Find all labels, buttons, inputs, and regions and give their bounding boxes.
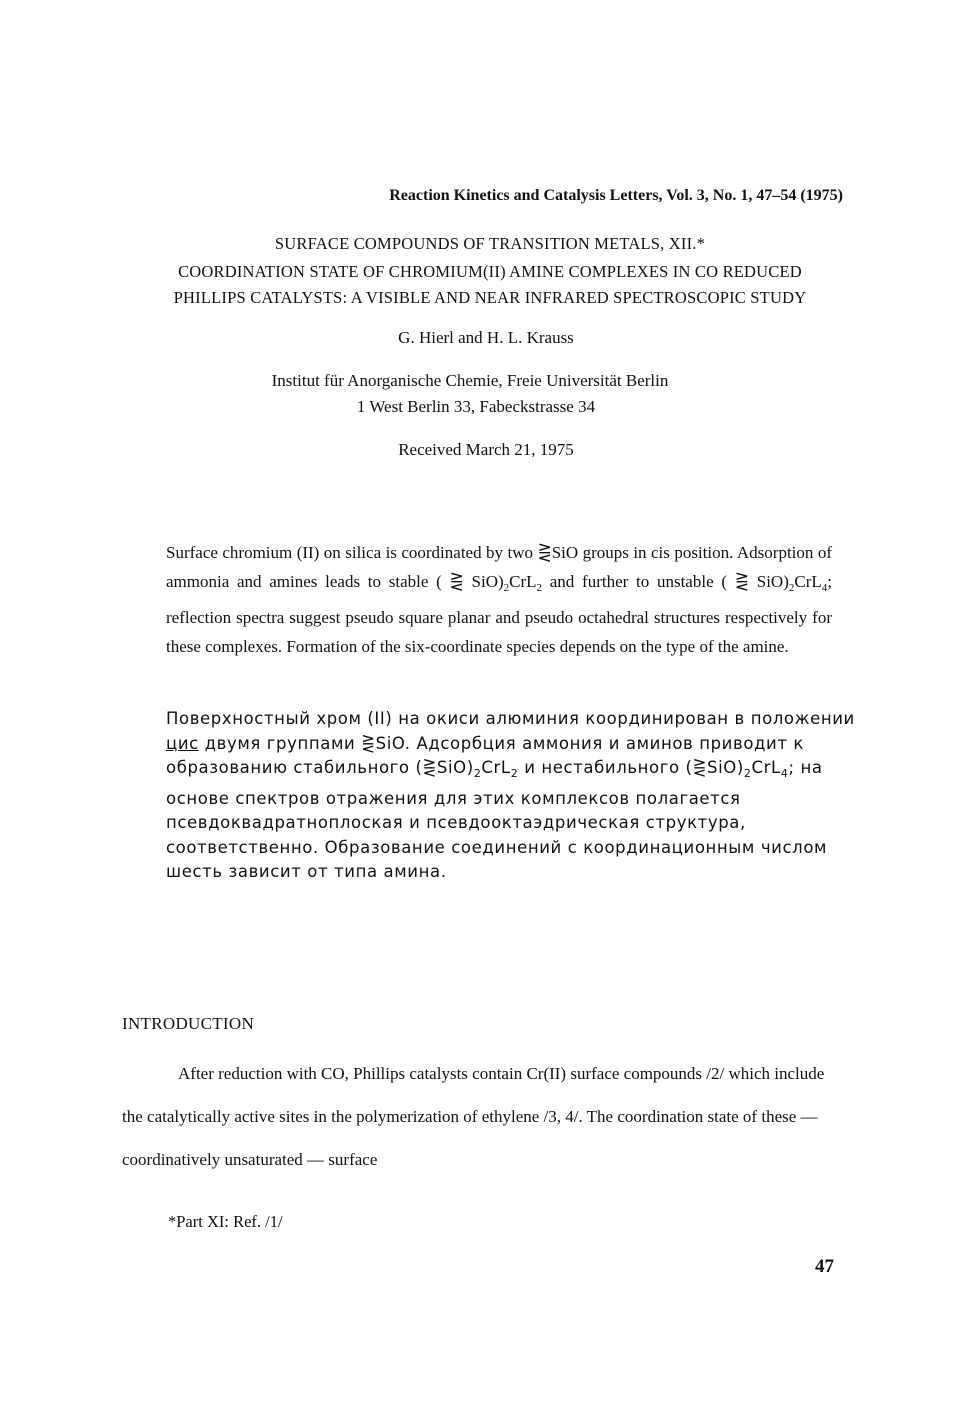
page-number: 47 [815,1256,834,1277]
abstract-ru-part-1: Поверхностный хром (II) на окиси алюминия координирован в положении [166,709,855,728]
formula-2-sub-2: 4 [821,582,828,594]
abstract-en-part-1: Surface chromium (II) on silica is coordinated by two ⋛SiO groups in cis position. Adsorption of ammonia and amines leads to stable ( [166,543,832,591]
formula-2: ⋛ SiO) [727,572,789,591]
abstract-english [166,538,832,661]
ru-formula-1-sub-1: 2 [473,767,482,780]
formula-1-sub-1: 2 [503,582,510,594]
authors: G. Hierl and H. L. Krauss [398,328,574,347]
formula-1: ⋛ SiO) [441,572,504,591]
formula-2-metal: CrL [794,572,822,591]
abstract-en-part-3: ; reflection spectra suggest pseudo square planar and pseudo octahedral structures respectively for these complexes. Formation of the six-coordinate species depends on the type of the amine. [166,572,832,656]
abstract-russian [166,707,858,885]
ru-formula-1-sub-2: 2 [510,767,519,780]
title-line-2: COORDINATION STATE OF CHROMIUM(II) AMINE COMPLEXES IN CO REDUCED [178,262,802,281]
ru-formula-2-metal: CrL [751,758,781,777]
abstract-ru-cis: цис [166,733,199,753]
title-line-3: PHILLIPS CATALYSTS: A VISIBLE AND NEAR INFRARED SPECTROSCOPIC STUDY [173,288,807,307]
abstract-english-text [166,538,832,661]
title-line-1: SURFACE COMPOUNDS OF TRANSITION METALS, XII.* [274,234,706,253]
formula-2-sub-1: 2 [788,582,795,594]
abstract-ru-part-2: двумя группами ⋛SiO. Адсорбция аммония и аминов приводит к образованию стабильного (⋛SiO) [166,733,804,777]
introduction-paragraph: After reduction with CO, Phillips catalysts contain Cr(II) surface compounds /2/ which include the catalytically active sites in the polymerization of ethylene /3, 4/. The coordination state of these — coordinatively unsaturated — surface [122,1064,825,1169]
abstract-russian-text [166,707,858,885]
ru-formula-1-metal: CrL [481,758,511,777]
ru-formula-2-sub-2: 4 [780,767,789,780]
introduction-body [122,1052,832,1181]
formula-1-sub-2: 2 [536,582,543,594]
journal-citation: Reaction Kinetics and Catalysis Letters, Vol. 3, No. 1, 47–54 (1975) [389,187,843,204]
section-heading-introduction: INTRODUCTION [122,1014,255,1033]
abstract-en-part-2: and further to unstable ( [542,572,728,591]
affiliation-line-1: Institut für Anorganische Chemie, Freie Universität Berlin [271,371,669,390]
ru-formula-2-sub-1: 2 [743,767,752,780]
formula-1-metal: CrL [509,572,537,591]
footnote: *Part XI: Ref. /1/ [168,1212,283,1231]
abstract-ru-part-4: ; на основе спектров отражения для этих комплексов полагается псевдоквадратноплоская и псевдооктаэдрическая структура, соответственно. Образование соединений с координационным числом шесть зависит от типа амина. [166,758,828,881]
abstract-ru-part-3: и нестабильного (⋛SiO) [518,758,744,777]
affiliation-line-2: 1 West Berlin 33, Fabeckstrasse 34 [356,397,596,416]
received-date: Received March 21, 1975 [398,440,574,459]
